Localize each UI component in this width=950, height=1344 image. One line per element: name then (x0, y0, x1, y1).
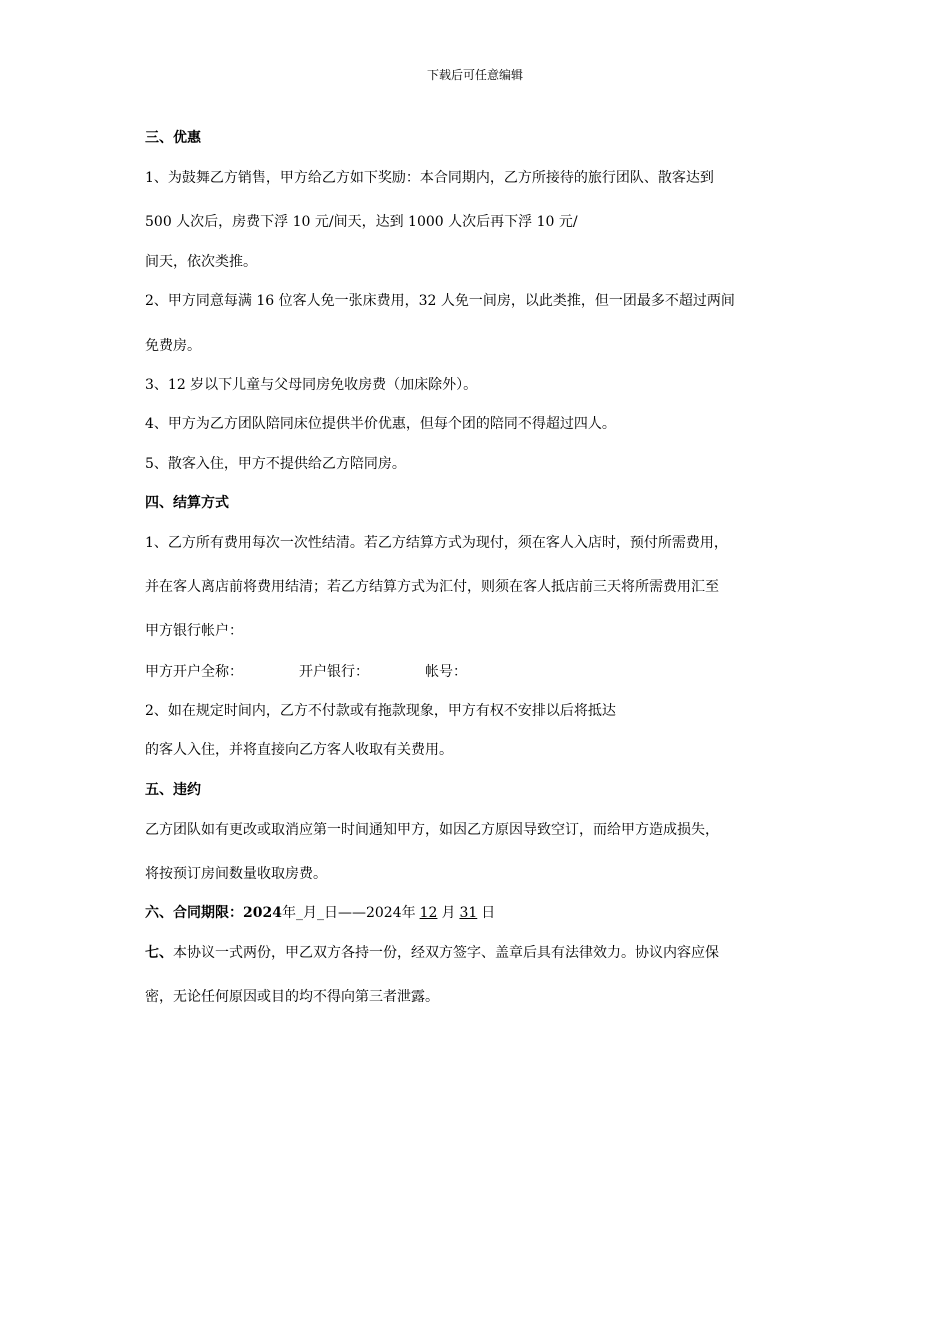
discount-p2-line1: 2、甲方同意每满 16 位客人免一张床费用，32 人免一间房，以此类推，但一团最多不超过两间 (145, 293, 735, 309)
page-header-note: 下载后可任意编辑 (426, 68, 523, 82)
term-year-char-1: 年 (281, 905, 296, 921)
term-day-char-2: 日 (481, 905, 496, 921)
settlement-p2-line2: 的客人入住，并将直接向乙方客人收取有关费用。 (145, 742, 453, 758)
section-agreement-title: 七、 (145, 945, 173, 961)
account-name-label: 甲方开户全称： (145, 664, 243, 680)
discount-p5: 5、散客入住，甲方不提供给乙方陪同房。 (145, 456, 406, 472)
settlement-p1-line3: 甲方银行帐户： (145, 623, 243, 639)
term-dash: —— (337, 905, 366, 921)
term-year-char-2: 年 (401, 905, 416, 921)
term-start-month-blank: _ (295, 905, 303, 921)
term-month-char-2: 月 (441, 905, 456, 921)
term-end-month: 12 (419, 905, 438, 921)
section-breach-title: 五、违约 (145, 782, 201, 798)
term-end-day: 31 (459, 905, 478, 921)
agreement-p1-line1-wrapper (145, 943, 719, 963)
section-discount-title: 三、优惠 (145, 130, 201, 146)
settlement-p1-line2: 并在客人离店前将费用结清；若乙方结算方式为汇付，则须在客人抵店前三天将所需费用汇至 (145, 579, 719, 595)
term-start-year: 2024 (243, 905, 282, 921)
settlement-p1-line1: 1、乙方所有费用每次一次性结清。若乙方结算方式为现付，须在客人入店时，预付所需费用， (145, 535, 728, 551)
breach-p1-line1: 乙方团队如有更改或取消应第一时间通知甲方，如因乙方原因导致空订，而给甲方造成损失， (145, 822, 719, 838)
discount-p1-line3: 间天，依次类推。 (145, 254, 257, 270)
discount-p2-line2: 免费房。 (145, 338, 201, 354)
term-day-char-1: 日 (323, 905, 338, 921)
term-start-day-blank: _ (316, 905, 324, 921)
account-number-label: 帐号： (425, 664, 467, 680)
section-settlement-title: 四、结算方式 (145, 495, 229, 511)
section-term-title: 六、合同期限： (145, 905, 243, 921)
discount-p4: 4、甲方为乙方团队陪同床位提供半价优惠，但每个团的陪同不得超过四人。 (145, 416, 616, 432)
bank-info-line (145, 662, 467, 682)
discount-p3: 3、12 岁以下儿童与父母同房免收房费（加床除外）。 (145, 377, 478, 393)
term-end-year: 2024 (365, 905, 402, 921)
agreement-p1-line2: 密，无论任何原因或目的均不得向第三者泄露。 (145, 989, 439, 1005)
settlement-p2-line1: 2、如在规定时间内，乙方不付款或有拖款现象，甲方有权不安排以后将抵达 (145, 703, 616, 719)
bank-label: 开户银行： (299, 664, 369, 680)
contract-term-line (145, 903, 495, 923)
agreement-p1-line1: 本协议一式两份，甲乙双方各持一份，经双方签字、盖章后具有法律效力。协议内容应保 (173, 945, 719, 961)
discount-p1-line1: 1、为鼓舞乙方销售，甲方给乙方如下奖励：本合同期内，乙方所接待的旅行团队、散客达到 (145, 170, 714, 186)
term-month-char-1: 月 (302, 905, 317, 921)
breach-p1-line2: 将按预订房间数量收取房费。 (145, 866, 327, 882)
discount-p1-line2: 500 人次后，房费下浮 10 元/间天，达到 1000 人次后再下浮 10 元/ (145, 214, 578, 230)
